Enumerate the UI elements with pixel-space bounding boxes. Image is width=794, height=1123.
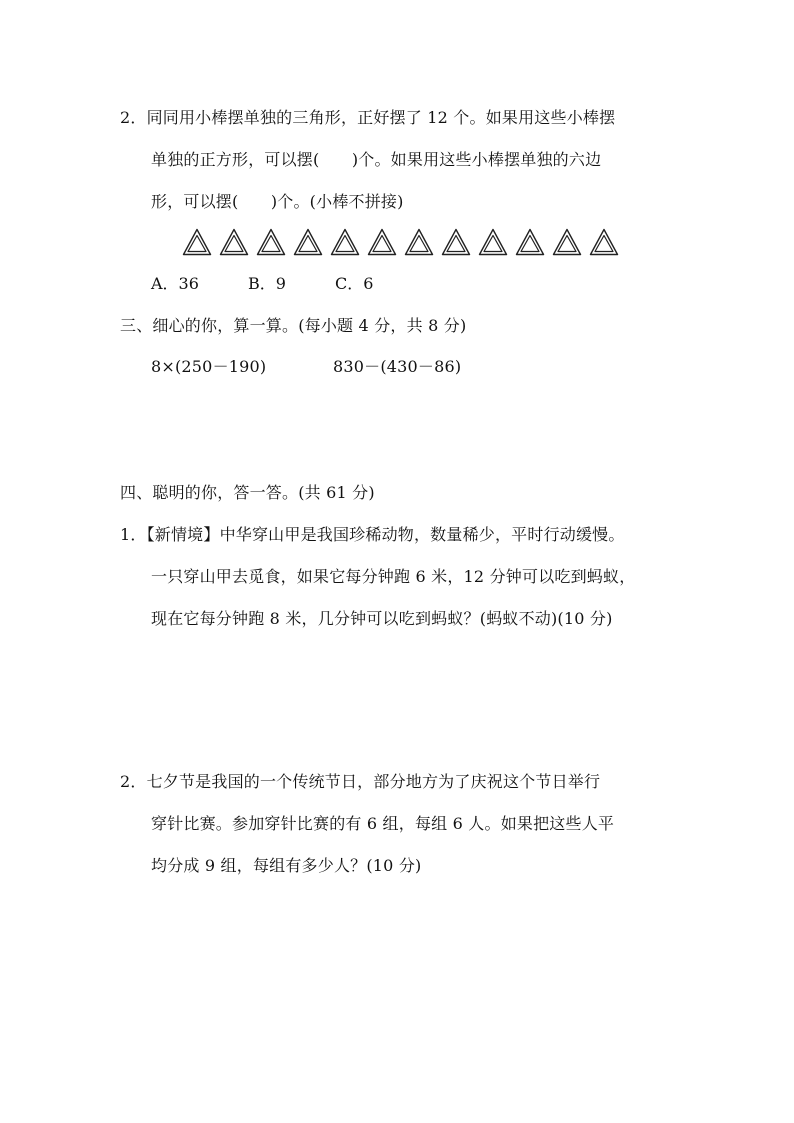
- question2-line1: 2．同同用小棒摆单独的三角形，正好摆了 12 个。如果用这些小棒摆: [120, 108, 616, 127]
- problem1-line2: 一只穿山甲去觅食，如果它每分钟跑 6 米，12 分钟可以吃到蚂蚁，: [151, 567, 636, 586]
- choice-c: C．6: [335, 274, 374, 293]
- stick-triangle-icon: [182, 228, 212, 256]
- problem2-line3: 均分成 9 组，每组有多少人？(10 分): [151, 856, 422, 875]
- question2-line2: 单独的正方形，可以摆( )个。如果用这些小棒摆单独的六边: [151, 150, 602, 169]
- calc-expression-2: 830－(430－86): [333, 357, 462, 376]
- stick-triangle-icon: [293, 228, 323, 256]
- stick-triangle-icon: [441, 228, 471, 256]
- section3-title: 三、细心的你，算一算。(每小题 4 分，共 8 分): [120, 316, 467, 335]
- section4-title: 四、聪明的你，答一答。(共 61 分): [120, 483, 375, 502]
- stick-triangle-icon: [330, 228, 360, 256]
- triangle-figure-row: [182, 228, 619, 256]
- stick-triangle-icon: [404, 228, 434, 256]
- choice-a: A．36: [151, 274, 199, 293]
- answer-choices: [151, 274, 373, 294]
- stick-triangle-icon: [478, 228, 508, 256]
- stick-triangle-icon: [219, 228, 249, 256]
- stick-triangle-icon: [515, 228, 545, 256]
- stick-triangle-icon: [552, 228, 582, 256]
- problem2-line1: 2．七夕节是我国的一个传统节日，部分地方为了庆祝这个节日举行: [120, 772, 601, 791]
- problem2-line2: 穿针比赛。参加穿针比赛的有 6 组，每组 6 人。如果把这些人平: [151, 814, 615, 833]
- question2-line3: 形，可以摆( )个。(小棒不拼接): [151, 192, 404, 211]
- stick-triangle-icon: [256, 228, 286, 256]
- problem1-line1: 1．【新情境】中华穿山甲是我国珍稀动物，数量稀少，平时行动缓慢。: [120, 525, 625, 544]
- stick-triangle-icon: [367, 228, 397, 256]
- problem1-line3: 现在它每分钟跑 8 米，几分钟可以吃到蚂蚁？(蚂蚁不动)(10 分): [151, 609, 613, 628]
- choice-b: B．9: [248, 274, 286, 293]
- stick-triangle-icon: [589, 228, 619, 256]
- calc-expression-1: 8×(250－190): [151, 357, 267, 376]
